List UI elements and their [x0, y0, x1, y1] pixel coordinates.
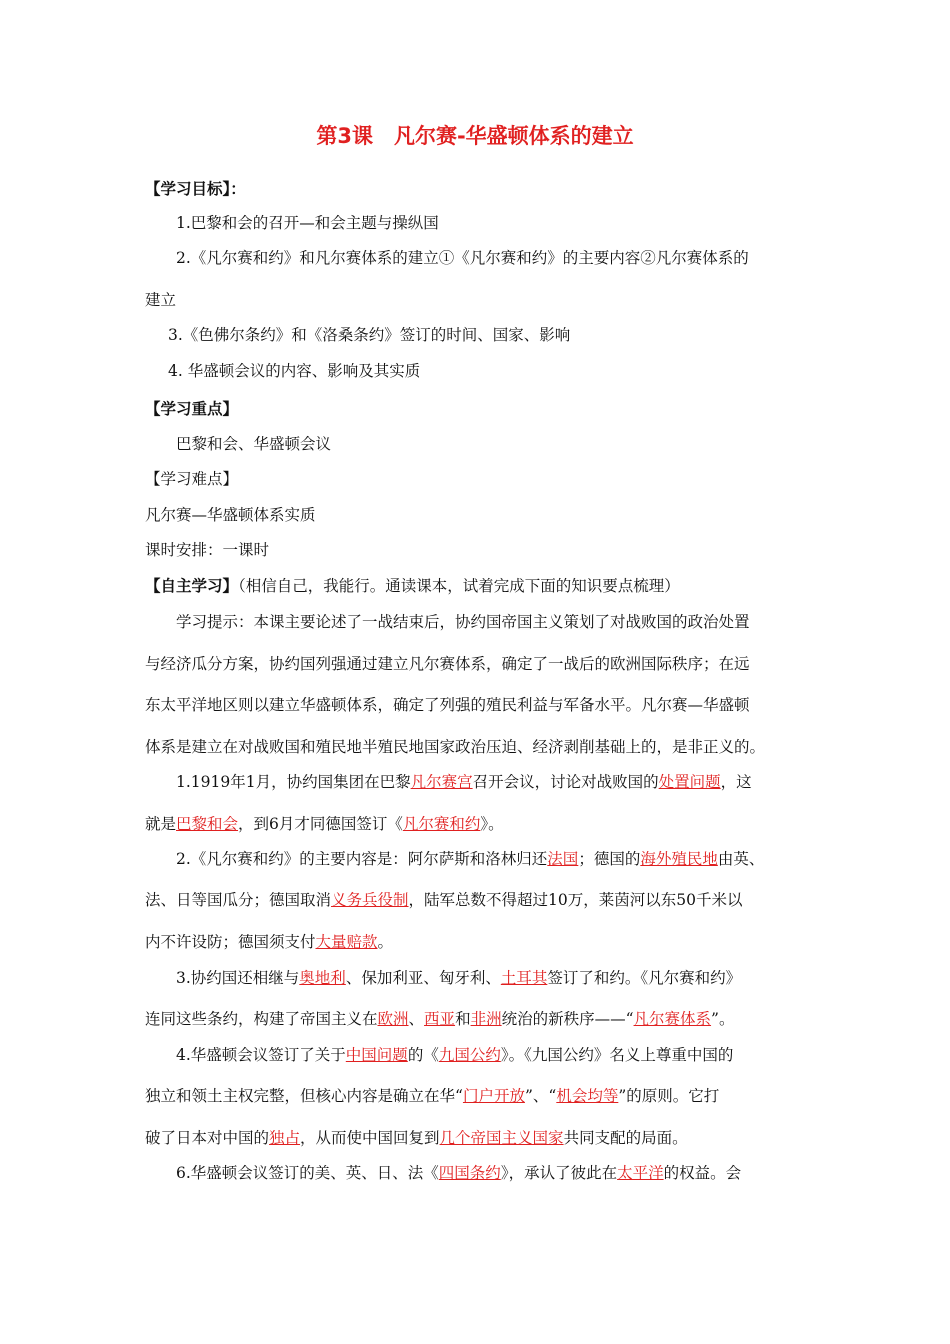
answer-blank: 凡尔赛宫	[410, 773, 473, 791]
answer-blank: 四国条约	[438, 1164, 501, 1182]
objective-item-4: 4. 华盛顿会议的内容、影响及其实质	[168, 362, 421, 380]
text-run: 和	[455, 1010, 471, 1028]
text-run: 签订了和约。《凡尔赛和约》	[547, 969, 742, 987]
paragraph-2-line-2	[145, 888, 815, 912]
answer-blank: 土耳其	[500, 969, 548, 987]
text-run: 》。	[480, 815, 504, 833]
text-run: 内不许设防；德国须支付	[145, 933, 316, 951]
paragraph-4-line-3	[145, 1126, 815, 1150]
text-run: ”。	[711, 1010, 735, 1028]
text-run: 6.华盛顿会议签订的美、英、日、法《	[176, 1164, 439, 1182]
text-run: 由英、	[717, 850, 765, 868]
self-study-line	[145, 574, 815, 598]
self-study-heading: 【自主学习】	[145, 577, 239, 595]
answer-blank: 门户开放	[462, 1087, 525, 1105]
text-run: 破了日本对中国的	[145, 1129, 270, 1147]
answer-blank: 九国公约	[438, 1046, 501, 1064]
paragraph-4-line-1	[176, 1043, 846, 1067]
answer-blank: 海外殖民地	[640, 850, 718, 868]
self-study-note: （相信自己，我能行。通读课本，试着完成下面的知识要点梳理）	[238, 577, 680, 595]
text-run: 3.协约国还相继与	[176, 969, 300, 987]
answer-blank: 法国	[547, 850, 579, 868]
text-run: 、保加利亚、匈牙利、	[345, 969, 501, 987]
text-run: 4.华盛顿会议签订了关于	[176, 1046, 346, 1064]
paragraph-3-line-2	[145, 1007, 815, 1031]
answer-blank: 奥地利	[299, 969, 346, 987]
answer-blank: 大量赔款	[315, 933, 378, 951]
answer-blank: 独占	[269, 1129, 301, 1147]
answer-blank: 非洲	[470, 1010, 502, 1028]
text-run: ，到6月才同德国签订《	[238, 815, 403, 833]
answer-blank: 处置问题	[658, 773, 721, 791]
text-run: ”、“	[524, 1087, 557, 1105]
answer-blank: 欧洲	[377, 1010, 409, 1028]
tip-line-2: 与经济瓜分方案，协约国列强通过建立凡尔赛体系，确定了一战后的欧洲国际秩序；在远	[145, 655, 750, 673]
text-run: 》，承认了彼此在	[500, 1164, 618, 1182]
answer-blank: 西亚	[424, 1010, 456, 1028]
objectives-heading: 【学习目标】：	[145, 180, 246, 198]
paragraph-2-line-3	[145, 930, 815, 954]
tip-line-3: 东太平洋地区则以建立华盛顿体系，确定了列强的殖民利益与军备水平。凡尔赛—华盛顿	[145, 696, 750, 714]
paragraph-2-line-1	[176, 847, 846, 871]
text-run: 1.1919年1月，协约国集团在巴黎	[176, 773, 411, 791]
paragraph-1-line-1	[176, 770, 846, 794]
tip-line-4: 体系是建立在对战败国和殖民地半殖民地国家政治压迫、经济剥削基础上的，是非正义的。	[145, 738, 766, 756]
answer-blank: 几个帝国主义国家	[439, 1129, 564, 1147]
text-run: 、	[408, 1010, 425, 1028]
text-run: ，从而使中国回复到	[300, 1129, 440, 1147]
paragraph-1-line-2	[145, 812, 815, 836]
answer-blank: 太平洋	[617, 1164, 664, 1182]
tip-line-1: 学习提示：本课主要论述了一战结束后，协约国帝国主义策划了对战败国的政治处置	[176, 613, 750, 631]
text-run: ，陆军总数不得超过10万，莱茵河以东50千米以	[408, 891, 743, 909]
answer-blank: 义务兵役制	[331, 891, 409, 909]
text-run: 》。《九国公约》名义上尊重中国的	[500, 1046, 734, 1064]
text-run: 法、日等国瓜分；德国取消	[145, 891, 332, 909]
difficulties-heading: 【学习难点】	[145, 470, 239, 488]
paragraph-6-line-1	[176, 1161, 846, 1185]
paragraph-4-line-2	[145, 1084, 815, 1108]
text-run: ；德国的	[578, 850, 641, 868]
text-run: 统治的新秩序——“	[501, 1010, 634, 1028]
answer-blank: 机会均等	[556, 1087, 619, 1105]
text-run: ，这	[720, 773, 752, 791]
objective-item-1: 1.巴黎和会的召开—和会主题与操纵国	[176, 214, 439, 232]
page-title: 第3课 凡尔赛-华盛顿体系的建立	[316, 124, 634, 148]
answer-blank: 凡尔赛和约	[402, 815, 481, 833]
answer-blank: 中国问题	[345, 1046, 408, 1064]
text-run: 2.《凡尔赛和约》的主要内容是：阿尔萨斯和洛林归还	[176, 850, 548, 868]
schedule-text: 课时安排：一课时	[145, 541, 270, 559]
paragraph-3-line-1	[176, 966, 846, 990]
difficulties-text: 凡尔赛—华盛顿体系实质	[145, 506, 316, 524]
text-run: 召开会议，讨论对战败国的	[472, 773, 659, 791]
text-run: 就是	[145, 815, 177, 833]
text-run: 独立和领土主权完整，但核心内容是确立在华“	[145, 1087, 463, 1105]
text-run: ”的原则。它打	[618, 1087, 720, 1105]
objective-item-2: 2.《凡尔赛和约》和凡尔赛体系的建立①《凡尔赛和约》的主要内容②凡尔赛体系的	[176, 249, 749, 267]
text-run: 共同支配的局面。	[563, 1129, 688, 1147]
answer-blank: 凡尔赛体系	[633, 1010, 712, 1028]
text-run: 的权益。会	[663, 1164, 742, 1182]
text-run: 连同这些条约，构建了帝国主义在	[145, 1010, 378, 1028]
text-run: 的《	[407, 1046, 439, 1064]
answer-blank: 巴黎和会	[176, 815, 239, 833]
text-run: 。	[377, 933, 394, 951]
objective-item-3: 3.《色佛尔条约》和《洛桑条约》签订的时间、国家、影响	[168, 326, 571, 344]
objective-item-2-cont: 建立	[145, 291, 177, 309]
key-points-text: 巴黎和会、华盛顿会议	[176, 435, 332, 453]
key-points-heading: 【学习重点】	[145, 400, 239, 418]
